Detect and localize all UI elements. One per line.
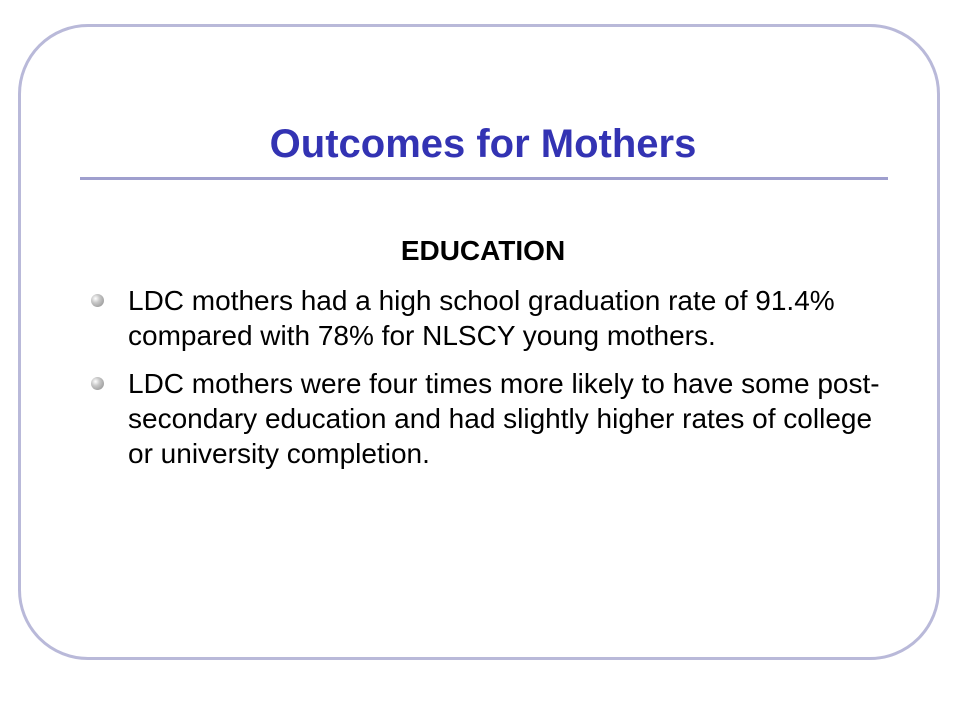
section-heading: EDUCATION (400, 235, 566, 266)
bullet-text: LDC mothers were four times more likely to have some post-secondary education and had slightly higher rates of college or university completion. (128, 368, 880, 469)
bullet-icon (91, 377, 104, 390)
slide-title: Outcomes for Mothers (269, 122, 697, 166)
bullet-list (88, 283, 888, 484)
bullet-text: LDC mothers had a high school graduation rate of 91.4% compared with 78% for NLSCY young mothers. (128, 285, 835, 351)
bullet-item (88, 283, 888, 353)
title-divider (80, 177, 888, 180)
bullet-icon (91, 294, 104, 307)
bullet-item (88, 366, 888, 471)
